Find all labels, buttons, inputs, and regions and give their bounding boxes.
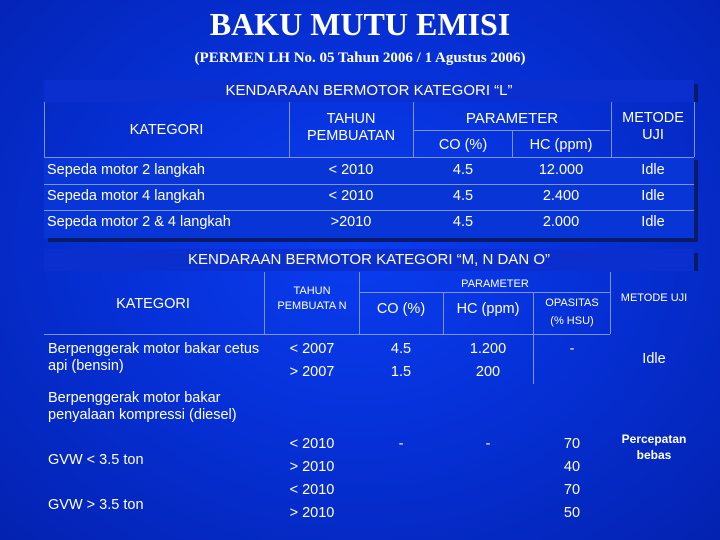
row-kategori: Berpenggerak motor bakar cetus api (bensin) bbox=[48, 341, 260, 374]
row-co-b: 1.5 bbox=[390, 364, 412, 380]
row-metode: Idle bbox=[641, 214, 665, 230]
row-tahun: < 2010 bbox=[328, 188, 374, 204]
row-opasitas-2: 40 bbox=[563, 459, 581, 475]
row-opasitas-1: 70 bbox=[563, 436, 581, 452]
row-hc: - bbox=[485, 436, 491, 452]
table-mno-col-kategori: KATEGORI bbox=[116, 296, 190, 312]
row-opasitas-4: 50 bbox=[563, 505, 581, 521]
row-hc: 2.000 bbox=[542, 214, 580, 230]
row-hc: 12.000 bbox=[538, 162, 584, 178]
row-tahun-1: < 2010 bbox=[289, 436, 335, 452]
table-mno-col-metode: METODE UJI bbox=[620, 292, 688, 304]
row-co: - bbox=[398, 436, 404, 452]
table-mno-col-parameter: PARAMETER bbox=[461, 278, 529, 290]
row-tahun: < 2010 bbox=[328, 162, 374, 178]
row-opasitas: - bbox=[569, 341, 575, 357]
row-co: 4.5 bbox=[452, 188, 474, 204]
row-co: 4.5 bbox=[452, 162, 474, 178]
row-kategori: Sepeda motor 2 & 4 langkah bbox=[47, 214, 231, 230]
row-tahun-3: < 2010 bbox=[289, 482, 335, 498]
row-tahun-4: > 2010 bbox=[289, 505, 335, 521]
row-hc-a: 1.200 bbox=[469, 341, 507, 357]
row-tahun-2: > 2010 bbox=[289, 459, 335, 475]
table-mno-col-opasitas-unit: (% HSU) bbox=[550, 315, 594, 327]
row-hc: 2.400 bbox=[542, 188, 580, 204]
table-mno-col-opasitas: OPASITAS bbox=[545, 297, 599, 309]
row-metode: Idle bbox=[641, 162, 665, 178]
row-tahun-b: > 2007 bbox=[289, 364, 335, 380]
table-l-col-tahun: TAHUN PEMBUATAN bbox=[306, 111, 396, 144]
row-kategori: Berpenggerak motor bakar penyalaan kompressi (diesel) bbox=[48, 390, 237, 423]
row-sub-a: GVW < 3.5 ton bbox=[48, 452, 144, 468]
row-co: 4.5 bbox=[452, 214, 474, 230]
table-l-col-co: CO (%) bbox=[438, 137, 488, 153]
page-title: BAKU MUTU EMISI bbox=[209, 6, 511, 42]
table-l-col-metode: METODE UJI bbox=[622, 110, 684, 143]
row-sub-b: GVW > 3.5 ton bbox=[48, 497, 144, 513]
row-tahun: >2010 bbox=[330, 214, 372, 230]
row-tahun-a: < 2007 bbox=[289, 341, 335, 357]
table-l-heading: KENDARAAN BERMOTOR KATEGORI “L” bbox=[225, 82, 513, 99]
table-mno-col-co: CO (%) bbox=[376, 301, 426, 317]
table-l-col-parameter: PARAMETER bbox=[465, 110, 559, 127]
row-metode: Percepatan bebas bbox=[621, 432, 687, 462]
row-hc-b: 200 bbox=[475, 364, 501, 380]
page-subtitle: (PERMEN LH No. 05 Tahun 2006 / 1 Agustus 2006) bbox=[194, 50, 526, 66]
row-metode: Idle bbox=[641, 188, 665, 204]
row-metode: Idle bbox=[642, 351, 666, 367]
table-mno-col-hc: HC (ppm) bbox=[456, 301, 520, 317]
row-kategori: Sepeda motor 4 langkah bbox=[47, 188, 205, 204]
row-kategori: Sepeda motor 2 langkah bbox=[47, 162, 205, 178]
table-l-col-kategori: KATEGORI bbox=[129, 122, 204, 138]
table-mno-heading: KENDARAAN BERMOTOR KATEGORI “M, N DAN O” bbox=[188, 251, 550, 268]
row-co-a: 4.5 bbox=[390, 341, 412, 357]
table-l-col-hc: HC (ppm) bbox=[529, 137, 593, 153]
table-mno-col-tahun: TAHUN PEMBUATA N bbox=[277, 285, 347, 312]
row-opasitas-3: 70 bbox=[563, 482, 581, 498]
